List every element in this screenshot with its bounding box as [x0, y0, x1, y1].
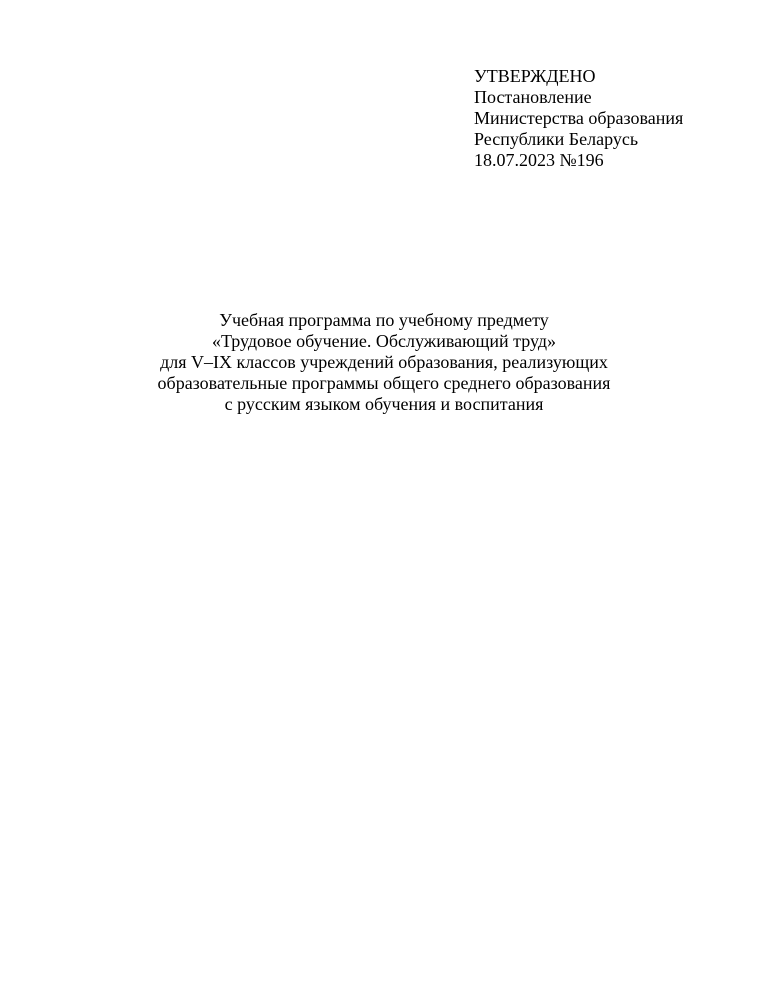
approval-heading: УТВЕРЖДЕНО	[474, 66, 596, 86]
title-line-5: с русским языком обучения и воспитания	[224, 394, 544, 414]
approval-country: Республики Беларусь	[474, 129, 639, 149]
title-line-3: для V–IX классов учреждений образования, реализующих	[160, 352, 608, 372]
approval-date-number: 18.07.2023 №196	[474, 150, 604, 170]
title-line-4: образовательные программы общего среднего образования	[157, 373, 611, 393]
title-line-2: «Трудовое обучение. Обслуживающий труд»	[211, 331, 557, 351]
program-title	[0, 310, 768, 415]
approval-stamp-block	[474, 66, 754, 171]
title-line-1: Учебная программа по учебному предмету	[219, 310, 549, 330]
approval-document-type: Постановление	[474, 87, 592, 107]
approval-ministry: Министерства образования	[474, 108, 684, 128]
